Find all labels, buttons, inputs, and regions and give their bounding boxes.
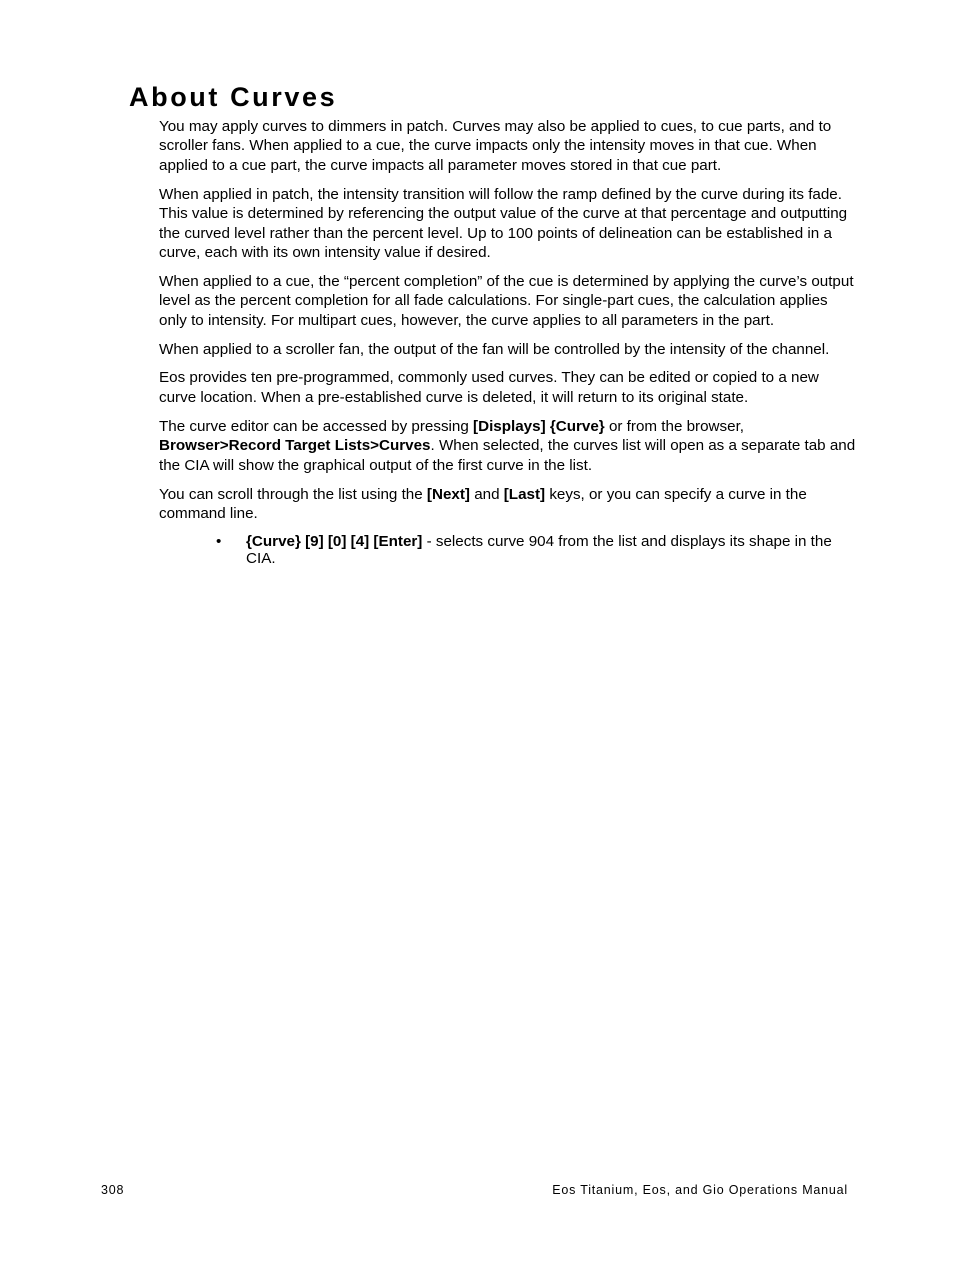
paragraph-curves-intro: You may apply curves to dimmers in patch. Curves may also be applied to cues, to cue parts, and to scroller fans. When applied to a cue, the curve impacts only the intensity moves in that cue. When applied to a cue part, the curve impacts all parameter moves stored in that cue part.	[159, 118, 832, 174]
paragraph-scroll-list	[159, 485, 859, 524]
browser-path: Browser>Record Target Lists>Curves	[159, 437, 431, 455]
text-run: You can scroll through the list using the	[159, 485, 427, 503]
paragraph-curve-editor	[159, 417, 859, 475]
list-item	[159, 533, 859, 568]
text-run: or from the browser,	[604, 417, 745, 435]
paragraph-patch-curves: When applied in patch, the intensity transition will follow the ramp defined by the curve during its fade. This value is determined by referencing the output value of the curve at that percentage and outputting the curved level rather than the percent level. Up to 100 points of delineation can be established in a curve, each with its own intensity value if desired.	[159, 185, 848, 261]
paragraph-scroller-fan: When applied to a scroller fan, the output of the fan will be controlled by the intensity of the channel.	[159, 340, 830, 358]
text-run: keys, or you can specify a curve in the command line.	[159, 485, 807, 522]
text-run: - selects curve 904 from the list and displays its shape in the CIA.	[246, 532, 832, 568]
text-run: The curve editor can be accessed by pressing	[159, 417, 474, 435]
bullet-icon: •	[216, 532, 222, 550]
key-next: [Next]	[426, 485, 470, 503]
page-title: About Curves	[129, 82, 338, 112]
body-content	[159, 117, 859, 568]
paragraph-cue-curves: When applied to a cue, the “percent completion” of the cue is determined by applying the curve’s output level as the percent completion for all fade calculations. For single-part cues, the calculation applies only to intensity. For multipart cues, however, the curve applies to all parameters in the part.	[159, 272, 854, 329]
paragraph-preprogrammed-curves: Eos provides ten pre-programmed, commonly used curves. They can be edited or copied to a new curve location. When a pre-established curve is deleted, it will return to its original state.	[159, 369, 819, 406]
key-displays-curve: [Displays] {Curve}	[473, 417, 605, 435]
bullet-list	[159, 533, 859, 568]
key-last: [Last]	[503, 485, 546, 503]
text-run: and	[469, 485, 504, 503]
manual-title: Eos Titanium, Eos, and Gio Operations Manual	[552, 1183, 848, 1197]
text-run: . When selected, the curves list will open as a separate tab and the CIA will show the graphical output of the first curve in the list.	[159, 437, 856, 474]
key-sequence: {Curve} [9] [0] [4] [Enter]	[246, 532, 423, 550]
page-number: 308	[101, 1183, 125, 1197]
